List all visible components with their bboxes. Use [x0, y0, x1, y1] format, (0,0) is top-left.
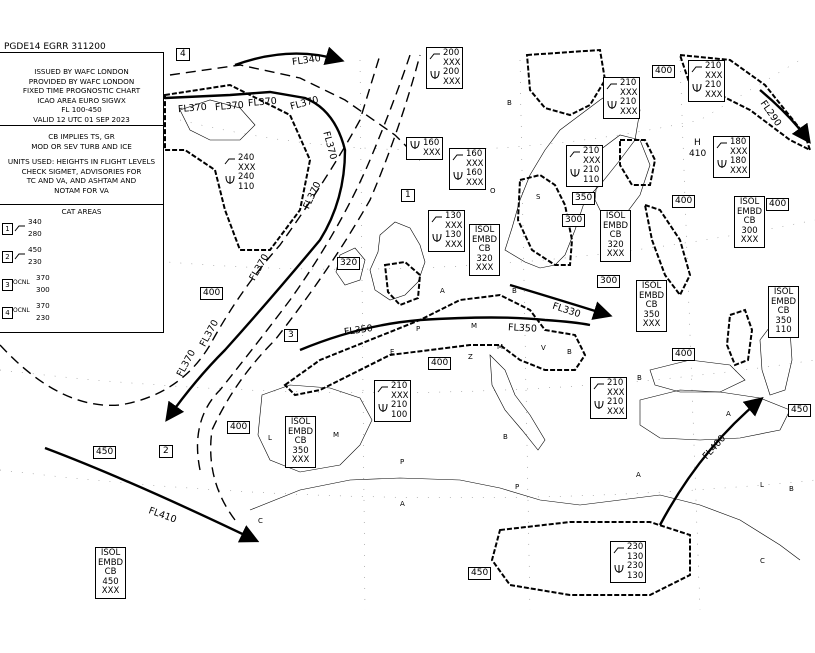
cat-area-marker-1: 1 — [401, 189, 415, 202]
jet-label-fl370: FL370 — [247, 252, 272, 283]
cb-box-caspian: ISOL EMBD CB 350 110 — [768, 286, 799, 338]
legend-issue-line: FL 100-450 — [61, 105, 102, 115]
station-marker: A — [400, 500, 405, 508]
jet-line-fl400 — [660, 400, 760, 525]
cb-box-germany: ISOL EMBD CB 320 XXX — [469, 224, 500, 276]
jet-label-fl290: FL290 — [757, 98, 784, 129]
cb-box-iberia: ISOL EMBD CB 350 XXX — [285, 416, 316, 468]
turbulence-icon — [429, 50, 441, 60]
cloud-box-ne-atlantic: 200 XXX 200 XXX — [426, 47, 463, 89]
cat-area-row-4 — [0, 301, 163, 329]
cat-area-top: 370 — [36, 272, 50, 282]
coast-africa — [250, 478, 800, 560]
turbulence-icon — [224, 155, 236, 165]
icing-icon — [431, 233, 443, 243]
tropopause-value: 400 — [652, 65, 675, 78]
turbulence-icon — [593, 380, 605, 390]
cat-area-marker-4: 4 — [176, 48, 190, 61]
cat-area-marker-2: 2 — [159, 445, 173, 458]
jet-label-fl370: FL370 — [289, 94, 320, 113]
icing-icon — [613, 564, 625, 574]
cloud-box-uk-north: 160 XXX — [406, 137, 443, 160]
tropopause-high-marker: H — [694, 138, 701, 148]
station-marker: B — [507, 99, 512, 107]
station-marker: B — [567, 348, 572, 356]
turbulence-icon — [452, 151, 464, 161]
legend-units-line: CHECK SIGMET, ADVISORIES FOR — [21, 166, 142, 176]
jet-label-fl400: FL400 — [700, 433, 729, 462]
legend-issue-line: PROVIDED BY WAFC LONDON — [28, 76, 135, 86]
cat-area-qualifier: OCNL — [13, 278, 30, 286]
turbulence-icon — [377, 383, 389, 393]
legend-panel — [0, 52, 164, 333]
cb-box-africa: ISOL EMBD CB 450 XXX — [95, 547, 126, 599]
icing-icon — [452, 171, 464, 181]
cloud-box-balkans: 210 XXX 210 XXX — [590, 377, 627, 419]
tropopause-value: 400 — [227, 421, 250, 434]
cloud-area-libya — [492, 522, 690, 595]
jet-line-fl410 — [45, 448, 255, 540]
cat-area-marker-3: 3 — [284, 329, 298, 342]
station-marker: E — [390, 348, 395, 356]
cloud-box-england: 130 XXX 130 XXX — [428, 210, 465, 252]
station-marker: A — [440, 287, 445, 295]
tropopause-value: 350 — [572, 192, 595, 205]
station-marker: Z — [468, 353, 473, 361]
station-marker: P — [515, 483, 520, 491]
cloud-box-france: 210 XXX 210 100 — [374, 380, 411, 422]
cat-areas-title: CAT AREAS — [61, 207, 102, 216]
tropopause-value: 300 — [597, 275, 620, 288]
cloud-box-north-sea: 160 XXX 160 XXX — [449, 148, 486, 190]
station-marker: A — [726, 410, 731, 418]
tropopause-value: 450 — [788, 404, 811, 417]
legend-issue-block — [0, 53, 163, 126]
mod-turb-icon — [14, 221, 26, 233]
station-marker: L — [760, 481, 764, 489]
station-marker: C — [258, 517, 263, 525]
station-marker: V — [541, 344, 546, 352]
station-marker: O — [490, 187, 496, 195]
turbulence-icon — [569, 148, 581, 158]
jet-label-fl370: FL370 — [247, 95, 278, 110]
jet-label-fl340: FL340 — [291, 53, 322, 68]
tropopause-value: 400 — [766, 198, 789, 211]
coast-black-sea — [650, 360, 745, 392]
cloud-box-finland: 210 XXX 210 XXX — [688, 60, 725, 102]
jet-label-fl350: FL350 — [343, 323, 374, 338]
coast-turkey — [640, 390, 790, 440]
chart-title: PGDE14 EGRR 311200 — [4, 42, 106, 52]
cat-line-1 — [170, 65, 420, 160]
cb-box-poland: ISOL EMBD CB 320 XXX — [600, 210, 631, 262]
jet-line-fl340 — [235, 54, 340, 65]
jet-line-fl370-west — [165, 92, 345, 418]
cat-area-id: 1 — [2, 223, 13, 235]
cb-box-ukraine: ISOL EMBD CB 350 XXX — [636, 280, 667, 332]
station-marker: B — [637, 374, 642, 382]
station-marker: M — [333, 431, 340, 439]
cloud-box-sweden: 210 XXX 210 110 — [566, 145, 603, 187]
station-marker: B — [789, 485, 794, 493]
cloud-box-baltic: 210 XXX 210 XXX — [603, 77, 640, 119]
cloud-box-russia-north: 180 XXX 180 XXX — [713, 136, 750, 178]
station-marker: A — [636, 471, 641, 479]
tropopause-value: 450 — [93, 446, 116, 459]
cloud-area-europe-band — [285, 295, 585, 395]
icing-icon — [224, 175, 236, 185]
tropopause-value: 450 — [468, 567, 491, 580]
station-marker: P — [400, 458, 405, 466]
jet-label-fl370: FL370 — [320, 130, 339, 161]
legend-units-line: NOTAM FOR VA — [54, 185, 109, 195]
cloud-area-uk-cb — [385, 262, 420, 305]
station-marker: S — [536, 193, 541, 201]
cat-area-top: 340 — [28, 216, 42, 226]
jet-label-fl410: FL410 — [146, 505, 178, 526]
cat-area-base: 300 — [36, 284, 50, 294]
cat-area-id: 3 — [2, 279, 13, 291]
icing-icon — [409, 140, 421, 150]
station-marker: M — [497, 343, 504, 351]
turbulence-icon — [716, 139, 728, 149]
cloud-box-atlantic-west: 240 XXX 240 110 — [222, 153, 257, 193]
mod-turb-icon — [14, 249, 26, 261]
tropopause-high-value: 410 — [689, 149, 707, 159]
tropopause-value: 300 — [562, 214, 585, 227]
cb-box-russia: ISOL EMBD CB 300 XXX — [734, 196, 765, 248]
icing-icon — [716, 159, 728, 169]
legend-issue-line: FIXED TIME PROGNOSTIC CHART — [22, 86, 141, 96]
cloud-box-libya: 230 130 230 130 — [610, 541, 646, 583]
cloud-area-finland — [620, 140, 655, 185]
icing-icon — [593, 400, 605, 410]
cat-area-top: 450 — [28, 244, 42, 254]
icing-icon — [606, 100, 618, 110]
tropopause-value: 320 — [337, 257, 360, 270]
cat-area-row-2 — [0, 245, 163, 273]
cat-area-id: 4 — [2, 307, 13, 319]
station-marker: C — [760, 557, 765, 565]
tropopause-value: 400 — [672, 348, 695, 361]
station-marker: L — [268, 434, 272, 442]
cat-area-qualifier: OCNL — [13, 306, 30, 314]
coastlines — [177, 90, 800, 560]
turbulence-icon — [613, 544, 625, 554]
cat-area-row-3 — [0, 273, 163, 301]
turbulence-icon — [606, 80, 618, 90]
jet-label-fl350: FL350 — [507, 322, 538, 335]
icing-icon — [691, 83, 703, 93]
legend-units-line: UNITS USED: HEIGHTS IN FLIGHT LEVELS — [7, 157, 156, 167]
station-marker: B — [512, 287, 517, 295]
tropopause-value: 400 — [428, 357, 451, 370]
legend-issue-line: ICAO AREA EURO SIGWX — [37, 95, 126, 105]
tropopause-value: 400 — [200, 287, 223, 300]
icing-icon — [569, 168, 581, 178]
cat-area-base: 230 — [28, 256, 42, 266]
jet-label-fl330: FL330 — [551, 300, 582, 321]
jet-label-fl370: FL370 — [301, 180, 324, 211]
icing-icon — [377, 403, 389, 413]
legend-notes-block — [0, 126, 163, 205]
station-marker: M — [471, 322, 478, 330]
legend-issue-line: VALID 12 UTC 01 SEP 2023 — [33, 114, 130, 124]
coast-uk — [370, 222, 425, 300]
tropopause-value: 400 — [672, 195, 695, 208]
jet-label-fl370: FL370 — [214, 99, 245, 114]
cat-area-base: 230 — [36, 312, 50, 322]
cloud-area-caspian — [727, 310, 752, 365]
jet-label-fl370: FL370 — [174, 348, 199, 379]
jet-label-fl370: FL370 — [197, 318, 222, 349]
cat-area-row-1 — [0, 217, 163, 245]
legend-issue-line: ISSUED BY WAFC LONDON — [34, 67, 129, 76]
icing-icon — [429, 70, 441, 80]
cat-area-top: 370 — [36, 300, 50, 310]
station-marker: B — [503, 433, 508, 441]
coast-italy — [490, 355, 545, 450]
jet-label-fl370: FL370 — [177, 101, 208, 116]
legend-cb-line: CB IMPLIES TS, GR — [48, 132, 115, 141]
cat-area-base: 280 — [28, 228, 42, 238]
turbulence-icon — [691, 63, 703, 73]
legend-cb-line: MOD OR SEV TURB AND ICE — [31, 141, 132, 151]
turbulence-icon — [431, 213, 443, 223]
station-marker: P — [416, 325, 421, 333]
cat-area-id: 2 — [2, 251, 13, 263]
cloud-areas — [165, 50, 810, 595]
legend-units-line: TC AND VA, AND ASHTAM AND — [26, 176, 137, 186]
